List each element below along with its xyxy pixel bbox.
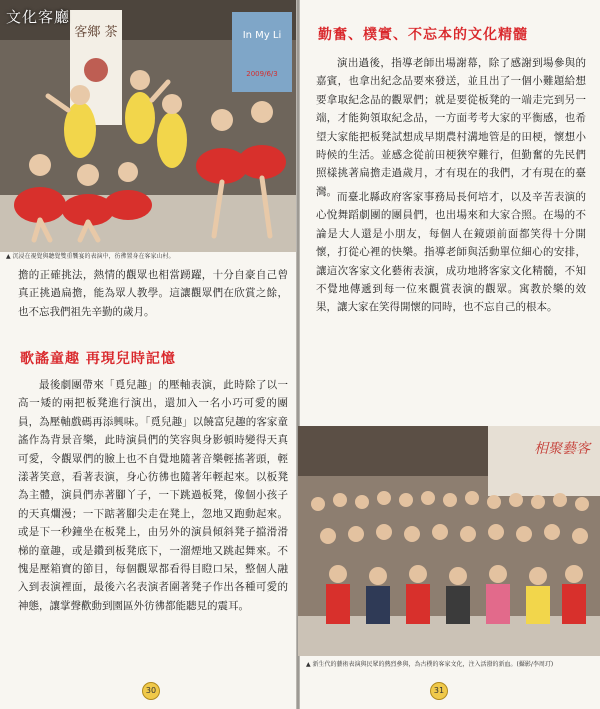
right-photo-caption: ▲ 新生代的藝術表演與民眾的熱烈參與，為古樸的客家文化，注入活潑的新血。(攝影/李周玎) bbox=[306, 661, 554, 668]
left-page-number: 30 bbox=[142, 682, 160, 700]
performance-photo-illustration bbox=[0, 0, 296, 252]
photo-poster-date: 2009/6/3 bbox=[246, 70, 278, 78]
right-page-number: 31 bbox=[430, 682, 448, 700]
left-paragraph-2-text: 最後劇團帶來「覓兒趣」的壓軸表演，此時除了以一高一矮的兩把板凳進行演出，還加入一名小巧可愛的團員，為壓軸戲碼再添興味。「覓兒趣」以饒富兒趣的客家童謠作為背景音樂，此時演員們的笑容與身影頓時變得天真可愛，令觀眾們的臉上也不自覺地隨著音樂輕搖著頭，輕漾著笑意，看著表演，身心彷彿也隨著年輕起來。以板凳為主體，演員們赤著腳丫子，一下跳過板凳，像個小孩子的天真爛漫；一下踮著腳尖走在凳上，忽地又跑動起來。或是下一秒鐘坐在板凳上，由另外的演員傾斜凳子擋滑滑梯的童趣，或是鑽到板凳底下，一溜煙地又跳起舞來。不愧是壓箱寶的節目，每個觀眾都看得目瞪口呆，整個人融入到表演裡面，最後六名表演者圍著凳子作出各種可愛的神態，讓掌聲歡動到園區外彷彿都能聽見的震耳。 bbox=[18, 379, 288, 612]
performance-photo bbox=[0, 0, 296, 252]
group-photo bbox=[298, 426, 600, 656]
left-body-paragraph-2 bbox=[18, 376, 288, 615]
left-paragraph-1-text: 擔的正確挑法，熱情的觀眾也相當踴躍，十分自豪自己曾真正挑過扁擔，能為眾人教學。這讓觀眾們在欣賞之餘，也不忘我們祖先辛勤的歲月。 bbox=[18, 269, 288, 318]
photo-poster-text: In My Li bbox=[242, 30, 282, 41]
photo-sign-text: 客鄉 茶 bbox=[74, 25, 118, 40]
group-photo-illustration bbox=[298, 426, 600, 656]
left-section-heading: 歌謠童趣 再現兒時記憶 bbox=[20, 351, 176, 367]
group-photo-title: 相聚藝客 bbox=[534, 441, 590, 457]
left-page bbox=[0, 0, 296, 709]
left-body-paragraph-1 bbox=[18, 266, 288, 321]
right-section-heading: 勤奮、樸實、不忘本的文化精髓 bbox=[318, 27, 528, 43]
section-tag: 文化客廳 bbox=[6, 8, 71, 26]
right-paragraph-2-text: 而臺北縣政府客家事務局長何培才，以及辛苦表演的心悅舞蹈劇團的團員們，也出場來和大家合照。在場的不論是大人還是小朋友，每個人在鏡頭前面都笑得十分開懷，打從心裡的快樂。指導老師與活動單位細心的安排，讓這次客家文化藝術表演，成功地將客家文化精髓，不知不覺地傳遞到每一位來觀賞表演的觀眾。寓教於樂的效果，讓大家在笑得開懷的同時，也不忘自己的根本。 bbox=[316, 191, 586, 314]
right-paragraph-1-text: 演出過後，指導老師出場謝幕，除了感謝到場參與的嘉賓，也拿出紀念品要來發送，並且出了一個小難題給想要拿取紀念品的觀眾們；就是要從板凳的一端走完到另一端，才能夠領取紀念品，一方面考考大家的平衡感，也希望大家能把板凳試想成早期農村溝地管是的田梗，懷想小時候的生活。並感念從前田梗狹窄難行，但勤奮的先民們照樣挑著扁擔走過歲月，才有現在的我們，才有現在的臺灣。 bbox=[316, 57, 586, 198]
right-body-paragraph-2 bbox=[316, 188, 586, 317]
right-body-paragraph-1 bbox=[316, 54, 586, 201]
left-photo-caption: ▲ 沉浸在視覺與聽覺雙重饗宴的表演中，彷彿置身在客家山村。 bbox=[6, 253, 175, 260]
